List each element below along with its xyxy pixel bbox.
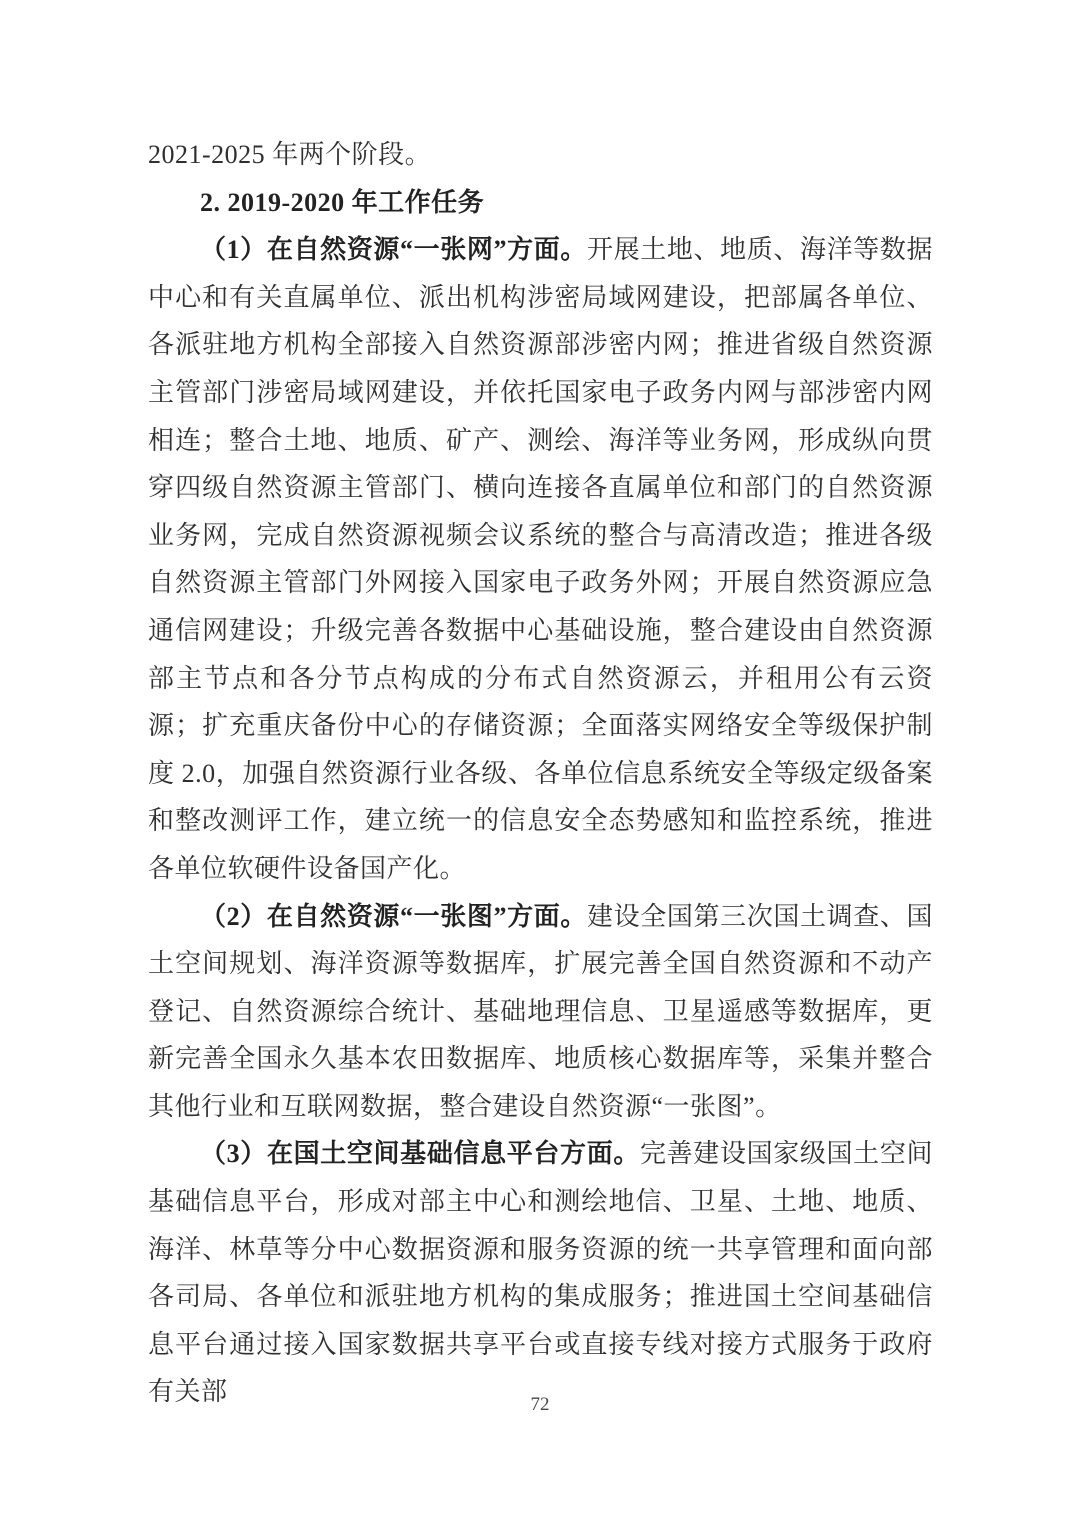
continuation-line: 2021-2025 年两个阶段。 <box>148 140 432 169</box>
document-content <box>148 131 933 1416</box>
paragraph-2-text: 建设全国第三次国土调查、国土空间规划、海洋资源等数据库，扩展完善全国自然资源和不动产登记、自然资源综合统计、基础地理信息、卫星遥感等数据库，更新完善全国永久基本农田数据库、地质核心数据库等，采集并整合其他行业和互联网数据，整合建设自然资源“一张图”。 <box>148 901 933 1121</box>
paragraph-1 <box>148 226 933 892</box>
paragraph-2-lead: （2）在自然资源“一张图”方面。 <box>200 901 587 931</box>
paragraph-3-lead: （3）在国土空间基础信息平台方面。 <box>200 1139 640 1169</box>
page-number: 72 <box>530 1394 550 1415</box>
paragraph-1-text: 开展土地、地质、海洋等数据中心和有关直属单位、派出机构涉密局域网建设，把部属各单位、各派驻地方机构全部接入自然资源部涉密内网；推进省级自然资源主管部门涉密局域网建设，并依托国家电子政务内网与部涉密内网相连；整合土地、地质、矿产、测绘、海洋等业务网，形成纵向贯穿四级自然资源主管部门、横向连接各直属单位和部门的自然资源业务网，完成自然资源视频会议系统的整合与高清改造；推进各级自然资源主管部门外网接入国家电子政务外网；开展自然资源应急通信网建设；升级完善各数据中心基础设施，整合建设由自然资源部主节点和各分节点构成的分布式自然资源云，并租用公有云资源；扩充重庆备份中心的存储资源；全面落实网络安全等级保护制度 2.0，加强自然资源行业各级、各单位信息系统安全等级定级备案和整改测评工作，建立统一的信息安全态势感知和监控系统，推进各单位软硬件设备国产化。 <box>148 235 933 883</box>
paragraph-3 <box>148 1130 933 1416</box>
paragraph-3-text: 完善建设国家级国土空间基础信息平台，形成对部主中心和测绘地信、卫星、土地、地质、海洋、林草等分中心数据资源和服务资源的统一共享管理和面向部各司局、各单位和派驻地方机构的集成服务；推进国土空间基础信息平台通过接入国家数据共享平台或直接专线对接方式服务于政府有关部 <box>148 1139 933 1407</box>
paragraph-1-lead: （1）在自然资源“一张网”方面。 <box>200 235 587 265</box>
paragraph-2 <box>148 893 933 1131</box>
section-heading: 2. 2019-2020 年工作任务 <box>200 187 485 217</box>
